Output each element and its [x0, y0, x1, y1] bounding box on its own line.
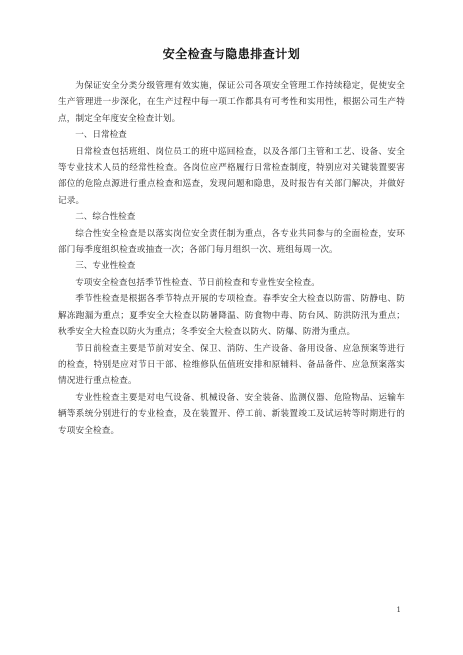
- section-heading-specialized: 三、专业性检查: [75, 261, 136, 272]
- section-specialized-paragraph-3: 节日前检查主要是节前对安全、保卫、消防、生产设备、备用设备、应急预案等进行的检查，特别是应对节日干部、检维修队伍值班安排和原辅料、备品备件、应急预案落实情况进行重点检查。: [58, 343, 405, 387]
- section-daily-paragraph: 日常检查包括班组、岗位员工的班中巡回检查，以及各部门主管和工艺、设备、安全等专业技术人员的经常性检查。各岗位应严格履行日常检查制度，特别应对关键装置要害部位的危险点源进行重点检查和巡查，发现问题和隐患，及时报告有关部门解决，并做好记录。: [58, 146, 405, 206]
- section-heading-daily: 一、日常检查: [75, 130, 127, 141]
- section-comprehensive-paragraph: 综合性安全检查是以落实岗位安全责任制为重点，各专业共同参与的全面检查，安环部门每季度组织检查或抽查一次；各部门每月组织一次、班组每周一次。: [58, 228, 405, 256]
- section-specialized-paragraph-4: 专业性检查主要是对电气设备、机械设备、安全装备、监测仪器、危险物品、运输车辆等系统分别进行的专业检查，及在装置开、停工前、新装置竣工及试运转等时期进行的专项安全检查。: [58, 392, 405, 436]
- intro-paragraph: 为保证安全分类分级管理有效实施，保证公司各项安全管理工作持续稳定，促使安全生产管理进一步深化，在生产过程中每一项工作都具有可考性和实用性，根据公司生产特点，制定全年度安全检查计划。: [58, 81, 405, 124]
- page-number: 1: [396, 606, 401, 614]
- section-heading-comprehensive: 二、综合性检查: [75, 212, 136, 223]
- section-specialized-paragraph-2: 季节性检查是根据各季节特点开展的专项检查。春季安全大检查以防雷、防静电、防解冻跑漏为重点；夏季安全大检查以防暑降温、防食物中毒、防台风、防洪防汛为重点；秋季安全大检查以防火为重点；冬季安全大检查以防火、防爆、防滑为重点。: [58, 294, 405, 338]
- document-title: 安全检查与隐患排查计划: [162, 47, 301, 61]
- section-specialized-paragraph-1: 专项安全检查包括季节性检查、节日前检查和专业性安全检查。: [75, 277, 321, 288]
